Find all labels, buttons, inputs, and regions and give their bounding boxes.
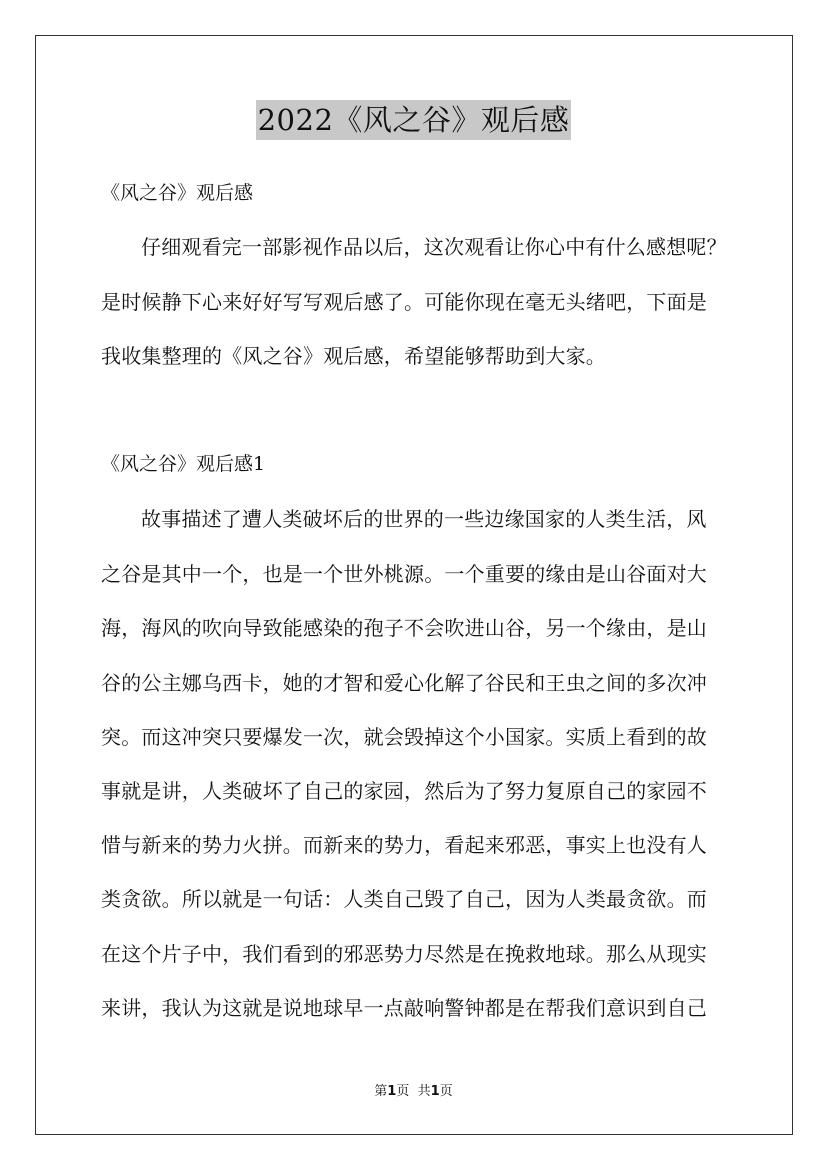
- page-footer: [0, 1083, 827, 1101]
- section1-line-6: 事就是讲，人类破坏了自己的家园，然后为了努力复原自己的家园不: [101, 779, 707, 803]
- section1-line-9: 在这个片子中，我们看到的邪恶势力尽然是在挽救地球。那么从现实: [101, 942, 707, 966]
- footer-total-number: 1: [430, 1084, 440, 1099]
- section1-line-7: 惜与新来的势力火拼。而新来的势力，看起来邪恶，事实上也没有人: [101, 833, 707, 857]
- footer-total-prefix: 共: [417, 1084, 431, 1099]
- document-title: 2022《风之谷》观后感: [256, 100, 572, 140]
- section1-line-10: 来讲，我认为这就是说地球早一点敲响警钟都是在帮我们意识到自己: [101, 996, 707, 1020]
- section1-line-5: 突。而这冲突只要爆发一次，就会毁掉这个小国家。实质上看到的故: [101, 725, 707, 749]
- section1-line-4: 谷的公主娜乌西卡，她的才智和爱心化解了谷民和王虫之间的多次冲: [101, 671, 707, 695]
- footer-total-unit: 页: [439, 1084, 453, 1099]
- intro-line-3: 我收集整理的《风之谷》观后感，希望能够帮助到大家。: [101, 344, 606, 368]
- section1-line-2: 之谷是其中一个，也是一个世外桃源。一个重要的缘由是山谷面对大: [101, 562, 707, 586]
- section1-line-3: 海，海风的吹向导致能感染的孢子不会吹进山谷，另一个缘由，是山: [101, 616, 707, 640]
- intro-line-2: 是时候静下心来好好写写观后感了。可能你现在毫无头绪吧，下面是: [101, 290, 707, 314]
- section1-heading: 《风之谷》观后感1: [101, 453, 266, 475]
- footer-page-unit: 页: [396, 1084, 410, 1099]
- title-container: [0, 100, 827, 140]
- footer-page-prefix: 第: [374, 1084, 388, 1099]
- intro-heading: 《风之谷》观后感: [101, 182, 254, 204]
- section1-line-8: 类贪欲。所以就是一句话：人类自己毁了自己，因为人类最贪欲。而: [101, 887, 707, 911]
- footer-page-number: 1: [387, 1084, 397, 1099]
- section1-line-1: 故事描述了遭人类破坏后的世界的一些边缘国家的人类生活，风: [141, 507, 707, 531]
- intro-line-1: 仔细观看完一部影视作品以后，这次观看让你心中有什么感想呢？: [141, 235, 727, 259]
